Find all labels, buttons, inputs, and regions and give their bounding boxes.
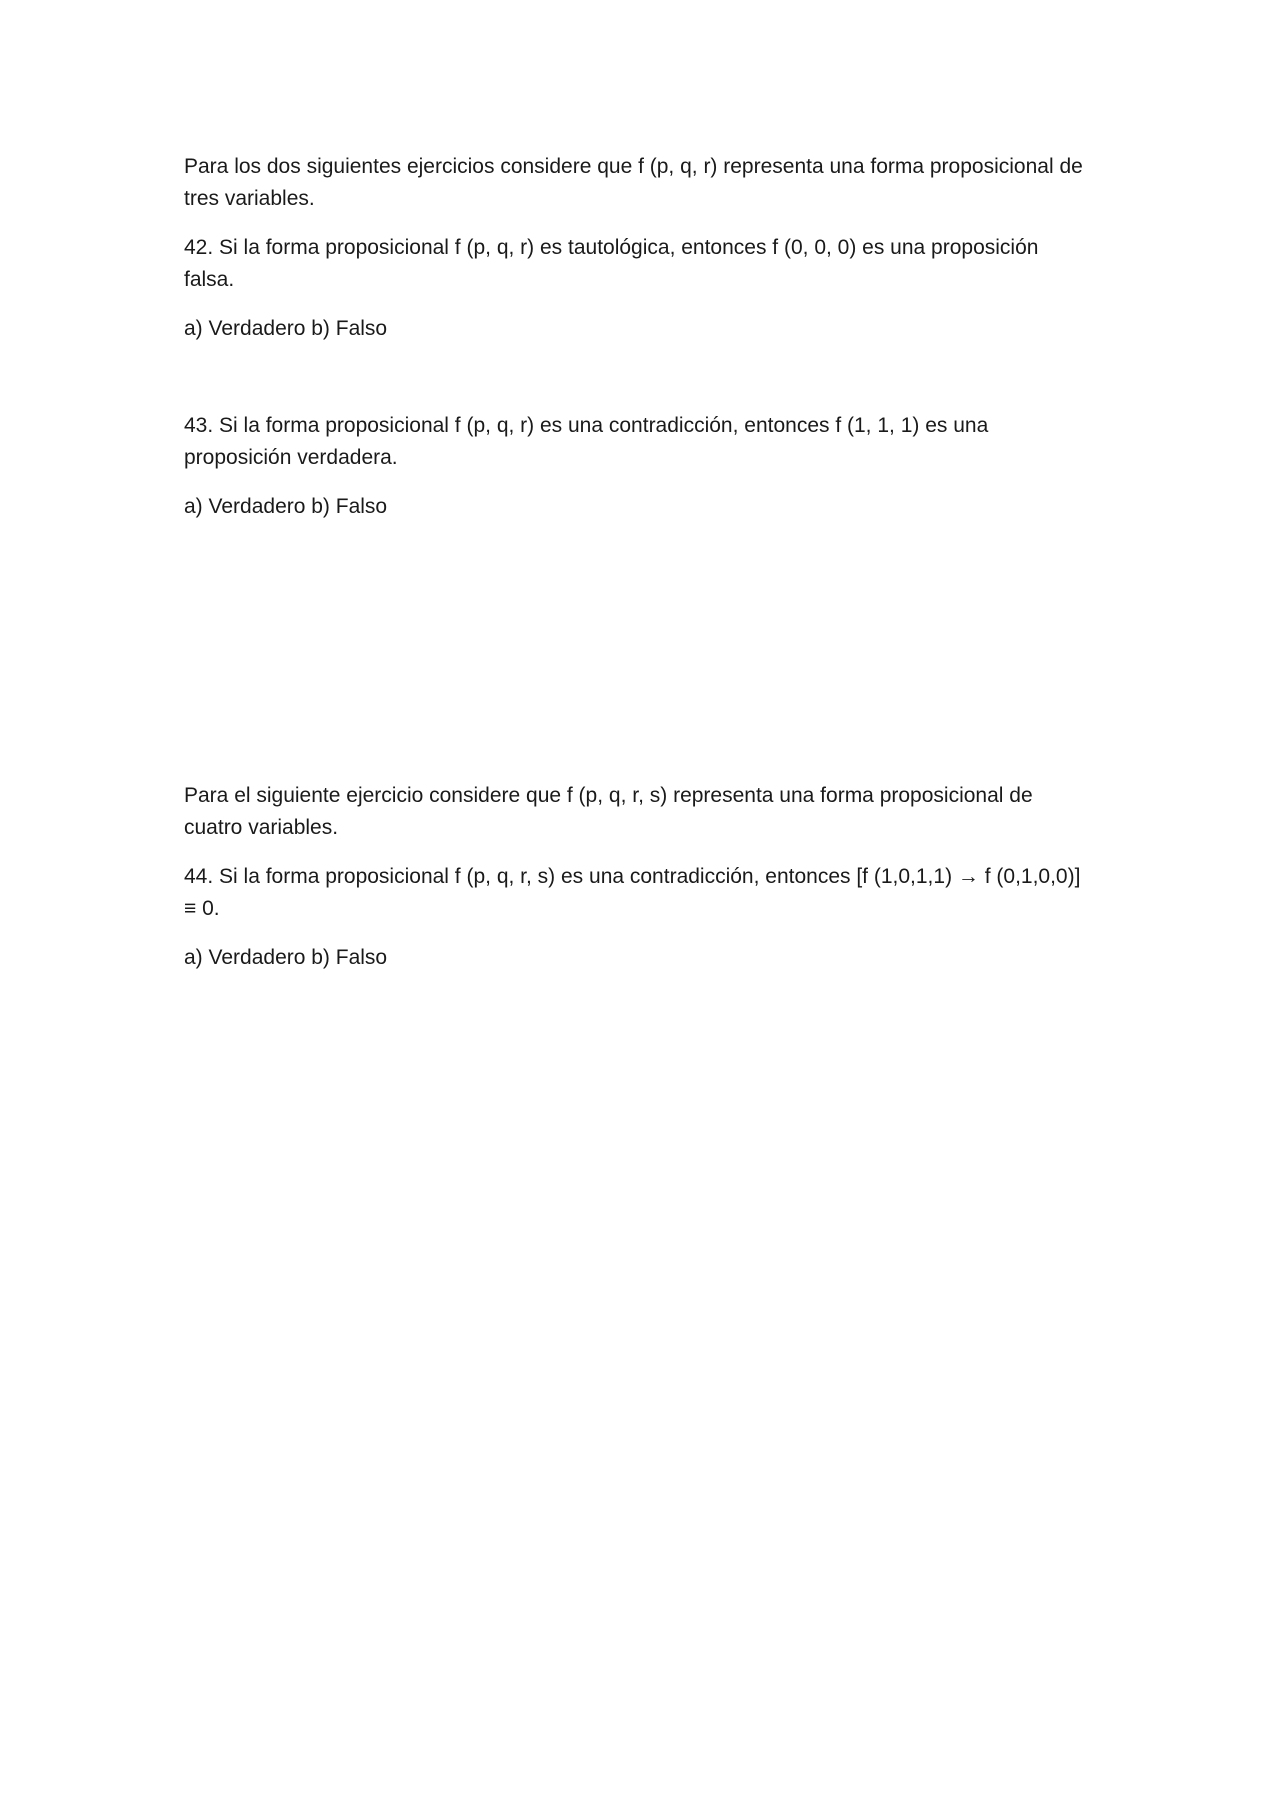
intro-paragraph: Para el siguiente ejercicio considere que f (p, q, r, s) representa una forma proposicional de cuatro variables. bbox=[184, 784, 1033, 839]
answer-options-43: a) Verdadero b) Falso bbox=[184, 495, 388, 518]
question-44: 44. Si la forma proposicional f (p, q, r, s) es una contradicción, entonces [f (1,0,1,1) → f (0,1,0,0)] ≡ 0. bbox=[184, 865, 1081, 920]
section-question-43 bbox=[184, 410, 1084, 523]
section-four-variables bbox=[184, 780, 1084, 974]
intro-paragraph: Para los dos siguientes ejercicios considere que f (p, q, r) representa una forma proposicional de tres variables. bbox=[184, 155, 1083, 210]
answer-options-44: a) Verdadero b) Falso bbox=[184, 946, 388, 969]
question-43: 43. Si la forma proposicional f (p, q, r) es una contradicción, entonces f (1, 1, 1) es una proposición verdadera. bbox=[184, 414, 989, 469]
section-three-variables bbox=[184, 151, 1084, 345]
answer-options-42: a) Verdadero b) Falso bbox=[184, 317, 388, 340]
question-42: 42. Si la forma proposicional f (p, q, r) es tautológica, entonces f (0, 0, 0) es una proposición falsa. bbox=[184, 236, 1039, 291]
